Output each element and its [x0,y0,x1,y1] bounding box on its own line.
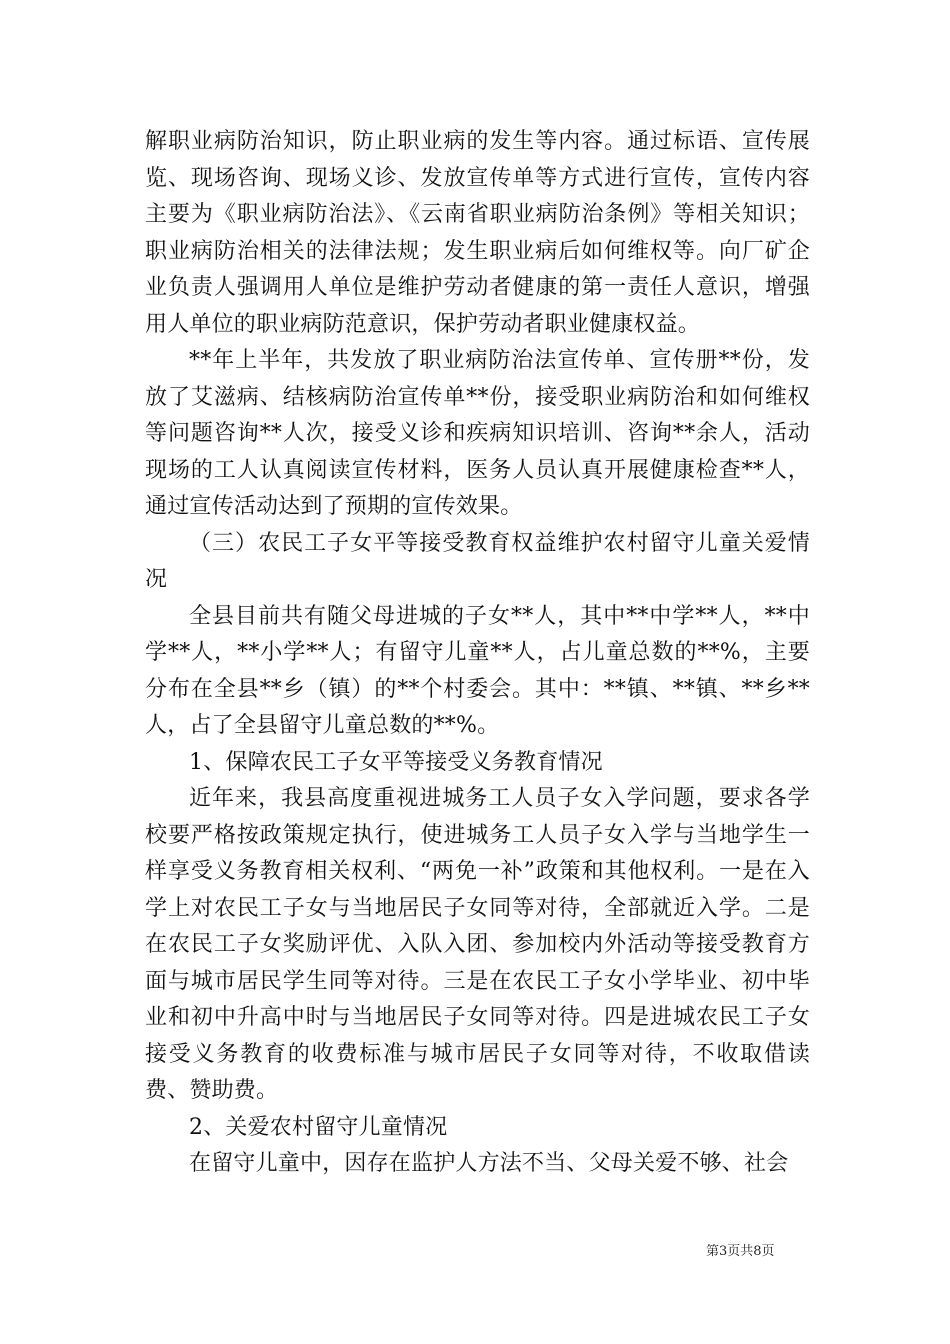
subsection-heading-1: 1、保障农民工子女平等接受义务教育情况 [189,749,603,775]
page-number: 第3页共8页 [706,1244,775,1259]
paragraph-6: 近年来，我县高度重视进城务工人员子女入学问题，要求各学校要严格按政策规定执行，使进城务工人员子女入学与当地学生一样享受义务教育相关权利、“两免一补”政策和其他权利。一是在入学上对农民工子女与当地居民子女同等对待，全部就近入学。二是在农民工子女奖励评优、入队入团、参加校内外活动等接受教育方面与城市居民学生同等对待。三是在农民工子女小学毕业、初中毕业和初中升高中时与当地居民子女同等对待。四是进城农民工子女接受义务教育的收费标准与城市居民子女同等对待，不收取借读费、赞助费。 [145,786,810,1103]
paragraph-2: **年上半年，共发放了职业病防治法宣传单、宣传册**份，发放了艾滋病、结核病防治宣传单**份，接受职业病防治和如何维权等问题咨询**人次，接受义诊和疾病知识培训、咨询**余人，活动现场的工人认真阅读宣传材料，医务人员认真开展健康检查**人，通过宣传活动达到了预期的宣传效果。 [145,348,810,519]
paragraph-4: 全县目前共有随父母进城的子女**人，其中**中学**人，**中学**人，**小学**人；有留守儿童**人，占儿童总数的**%，主要分布在全县**乡（镇）的**个村委会。其中：**镇、**镇、**乡**人，占了全县留守儿童总数的**%。 [145,603,810,738]
section-heading-3: （三）农民工子女平等接受教育权益维护农村留守儿童关爱情况 [145,530,810,592]
paragraph-8: 在留守儿童中，因存在监护人方法不当、父母关爱不够、社会 [189,1151,789,1176]
document-body [145,124,810,1183]
paragraph-1: 解职业病防治知识，防止职业病的发生等内容。通过标语、宣传展览、现场咨询、现场义诊、发放宣传单等方式进行宣传，宣传内容主要为《职业病防治法》、《云南省职业病防治条例》等相关知识；职业病防治相关的法律法规；发生职业病后如何维权等。向厂矿企业负责人强调用人单位是维护劳动者健康的第一责任人意识，增强用人单位的职业病防范意识，保护劳动者职业健康权益。 [145,129,810,337]
subsection-heading-2: 2、关爱农村留守儿童情况 [189,1114,448,1140]
